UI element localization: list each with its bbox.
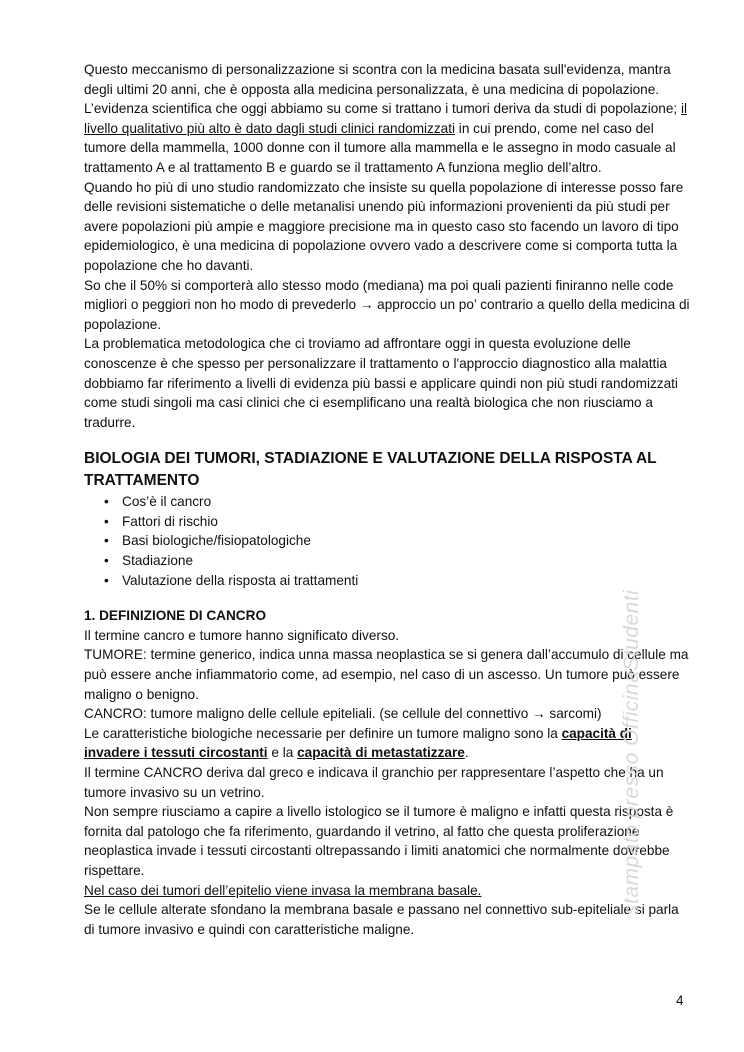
list-item: • Fattori di rischio (122, 512, 690, 532)
paragraph-def-1: Il termine cancro e tumore hanno significato diverso. (84, 627, 400, 643)
text-span: Le caratteristiche biologiche necessarie per definire un tumore maligno sono la (84, 725, 562, 741)
paragraph-def-3: CANCRO: tumore maligno delle cellule epiteliali. (se cellule del connettivo → sarcomi) (84, 706, 602, 722)
subsection-heading: 1. DEFINIZIONE DI CANCRO (84, 608, 267, 624)
spacer (84, 590, 690, 606)
paragraph-def-2: TUMORE: termine generico, indica unna massa neoplastica se si genera dall’accumulo di cellule ma può essere anche infiammatorio come, ad esempio, nel caso di un ascesso. Un tumore può essere maligno o benigno. (84, 647, 689, 702)
paragraph-def-7: Nel caso dei tumori dell’epitelio viene invasa la membrana basale. (84, 882, 482, 898)
paragraph-def-8: Se le cellule alterate sfondano la membrana basale e passano nel connettivo sub-epiteliale si parla di tumore invasivo e quindi con caratteristiche maligne. (84, 902, 679, 937)
spacer (84, 432, 690, 448)
paragraph-def-5: Il termine CANCRO deriva dal greco e indicava il granchio per rappresentare l’aspetto che ha un tumore invasivo su un vetrino. (84, 765, 664, 800)
list-item: • Valutazione della risposta ai trattamenti (122, 571, 690, 591)
paragraph-intro-4 (84, 276, 690, 335)
text-span: in cui prendo, come nel caso del tumore della mammella, 1000 donne con il tumore alla mammella e le assegno in modo casuale al trattamento A e al trattamento B e guardo se il trattamento A funziona meglio dell’altro. (84, 120, 676, 175)
text-span: So che il 50% si comporterà allo stesso modo (mediana) ma poi quali pazienti finiranno nelle code migliori o peggiori non ho modo di prevederlo (84, 277, 674, 313)
paragraph-intro-2 (84, 99, 690, 177)
section-heading: BIOLOGIA DEI TUMORI, STADIAZIONE E VALUTAZIONE DELLA RISPOSTA AL TRATTAMENTO (84, 450, 657, 490)
paragraph-intro-1: Questo meccanismo di personalizzazione si scontra con la medicina basata sull'evidenza, mantra degli ultimi 20 anni, che è opposta alla medicina personalizzata, è una medicina di popolazione. (84, 62, 671, 97)
paragraph-intro-5: La problematica metodologica che ci troviamo ad affrontare oggi in questa evoluzione delle conoscenze è che spesso per personalizzare il trattamento o l'approccio diagnostico alla malattia dobbiamo far riferimento a livelli di evidenza più bassi e applicare quindi non più studi randomizzati come studi singoli ma casi clinici che ci esemplificano una realtà biologica che non riusciamo a tradurre. (84, 336, 678, 430)
page-number: 4 (676, 993, 684, 1008)
text-span: approccio un po’ contrario a quello della medicina di popolazione. (84, 297, 690, 332)
paragraph-def-4 (84, 724, 690, 763)
text-span: e la (267, 745, 298, 761)
watermark: stampato presso OfficinaStudenti (620, 589, 643, 915)
paragraph-intro-3: Quando ho più di uno studio randomizzato che insiste su quella popolazione di interesse posso fare delle revisioni sistematiche o delle metanalisi unendo più informazioni provenienti da più studi per avere popolazioni più ampie e maggiore precisione ma in questo caso sto facendo un lavoro di tipo epidemiologico, è una medicina di popolazione ovvero vado a descrivere come si comporta tutta la popolazione che ho davanti. (84, 179, 684, 273)
document-page (84, 60, 690, 939)
bold-underlined-phrase: capacità di metastatizzare (297, 745, 465, 761)
bold-underlined-phrase: capacità di invadere i tessuti circostanti (84, 725, 632, 761)
list-item: • Basi biologiche/fisiopatologiche (122, 531, 690, 551)
topic-list (84, 492, 690, 590)
list-item: • Cos’è il cancro (122, 492, 690, 512)
text-span: . (464, 745, 469, 761)
underlined-phrase: il livello qualitativo più alto è dato dagli studi clinici randomizzati (84, 101, 688, 136)
paragraph-def-6: Non sempre riusciamo a capire a livello istologico se il tumore è maligno e infatti questa risposta è fornita dal patologo che fa riferimento, guardando il vetrino, al fatto che questa proliferazione neoplastica invade i tessuti circostanti oltrepassando i limiti anatomici che normalmente dovrebbe rispettare. (84, 804, 674, 878)
arrow-right-icon: → (359, 297, 374, 313)
list-item: • Stadiazione (122, 551, 690, 571)
text-span: L’evidenza scientifica che oggi abbiamo su come si trattano i tumori deriva da studi di popolazione; (84, 101, 681, 117)
